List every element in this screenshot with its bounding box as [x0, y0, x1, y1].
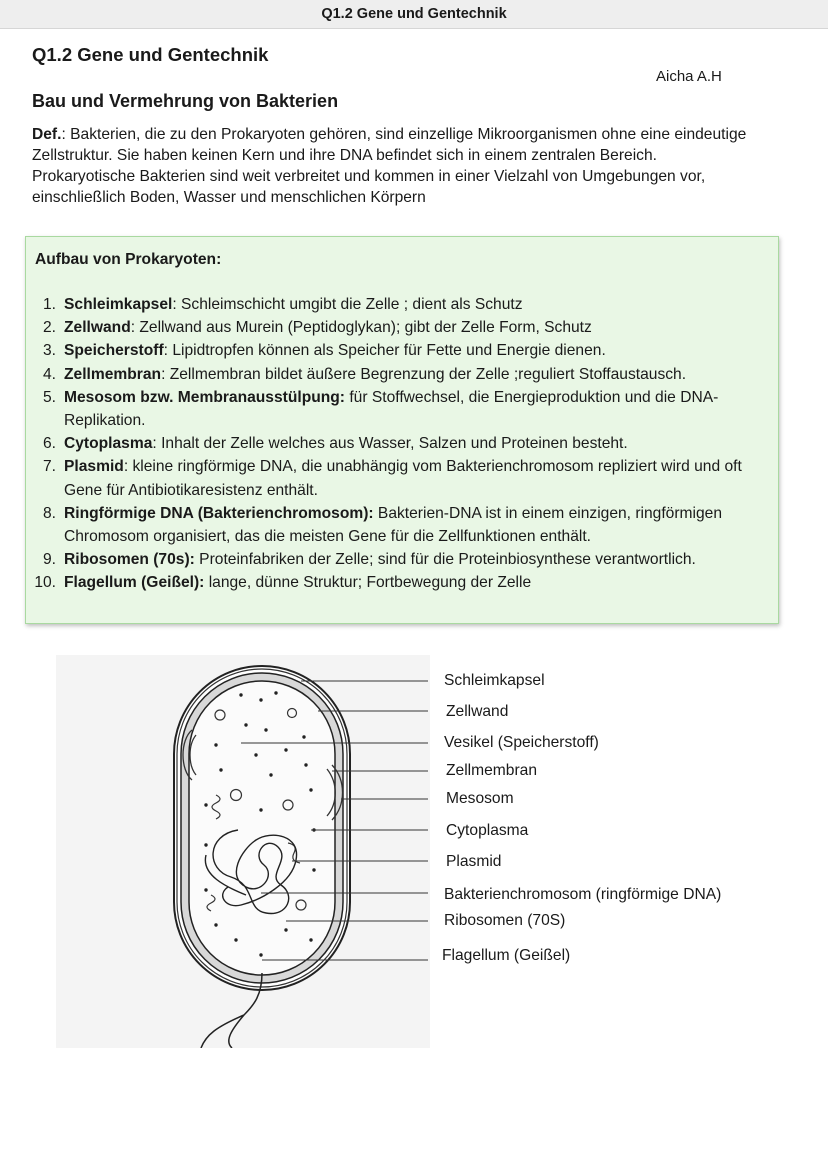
item-text: Proteinfabriken der Zelle; sind für die Proteinbiosynthese verantwortlich. — [194, 551, 696, 569]
item-text: : kleine ringförmige DNA, die unabhängig vom Bakterienchromosom repliziert wird und oft Gene für Antibiotikaresistenz enthält. — [64, 458, 742, 499]
author-name: Aicha A.H — [656, 68, 722, 85]
diagram-label: Zellmembran — [446, 762, 537, 779]
item-number: 2. — [42, 319, 56, 337]
item-text: : Zellwand aus Murein (Peptidoglykan); gibt der Zelle Form, Schutz — [130, 319, 592, 337]
definition-label: Def. — [32, 126, 62, 143]
item-text: : Lipidtropfen können als Speicher für Fette und Energie dienen. — [163, 342, 606, 360]
list-item — [31, 386, 779, 432]
item-term: Speicherstoff — [64, 342, 164, 360]
list-item — [31, 363, 779, 386]
item-term: Zellwand — [64, 319, 131, 337]
diagram-label: Plasmid — [446, 853, 502, 870]
structure-list — [31, 293, 779, 595]
item-term: Mesosom bzw. Membranausstülpung: — [64, 388, 345, 406]
bacterium-diagram — [56, 655, 430, 1048]
list-item — [31, 571, 779, 594]
section-title: Bau und Vermehrung von Bakterien — [32, 91, 339, 111]
item-text: : Schleimschicht umgibt die Zelle ; dient als Schutz — [172, 296, 523, 313]
prokaryote-structure-box — [25, 236, 779, 624]
item-text: lange, dünne Struktur; Fortbewegung der Zelle — [204, 574, 532, 592]
item-term: Flagellum (Geißel): — [64, 574, 205, 592]
list-item — [31, 548, 779, 571]
item-term: Ringförmige DNA (Bakterienchromosom): — [64, 504, 374, 522]
diagram-label: Mesosom — [446, 790, 514, 807]
item-number: 6. — [42, 435, 56, 453]
list-item — [31, 502, 779, 548]
list-item — [31, 455, 779, 501]
box-title: Aufbau von Prokaryoten: — [35, 251, 222, 268]
item-text: : Inhalt der Zelle welches aus Wasser, Salzen und Proteinen besteht. — [152, 435, 628, 453]
definition-text: : Bakterien, die zu den Prokaryoten gehören, sind einzellige Mikroorganismen ohne eine eindeutige Zellstruktur. Sie haben keinen Kern und ihre DNA befindet sich in einem zentralen Bereich. Prokaryotische Bakterien sind weit verbreitet und kommen in einer Vielzahl von Umgebungen vor, einschließlich Boden, Wasser und menschlichen Körpern — [32, 126, 747, 206]
diagram-label: Flagellum (Geißel) — [442, 947, 571, 964]
diagram-label: Schleimkapsel — [444, 672, 545, 689]
definition-paragraph — [32, 124, 762, 208]
item-number: 5. — [42, 388, 56, 406]
item-number: 8. — [42, 504, 56, 522]
item-number: 10. — [34, 574, 56, 592]
item-number: 7. — [42, 458, 56, 476]
diagram-label: Cytoplasma — [446, 822, 529, 839]
list-item — [31, 339, 779, 362]
item-number: 3. — [42, 342, 56, 360]
header-title: Q1.2 Gene und Gentechnik — [321, 6, 507, 22]
diagram-label: Ribosomen (70S) — [444, 912, 566, 929]
list-item — [31, 293, 779, 316]
item-term: Plasmid — [64, 458, 124, 476]
header-bar — [0, 0, 828, 29]
document-title: Q1.2 Gene und Gentechnik — [32, 44, 269, 65]
item-text: Bakterien-DNA ist in einem einzigen, ringförmigen Chromosom organisiert, das die meisten Gene für die Zellfunktionen enthält. — [64, 504, 723, 546]
item-number: 1. — [42, 296, 56, 313]
item-term: Zellmembran — [64, 365, 162, 383]
item-number: 9. — [42, 551, 56, 569]
diagram-label: Bakterienchromosom (ringförmige DNA) — [444, 886, 722, 903]
diagram-label: Vesikel (Speicherstoff) — [444, 734, 599, 751]
item-term: Ribosomen (70s): — [64, 551, 195, 569]
item-term: Cytoplasma — [64, 435, 153, 453]
item-text: : Zellmembran bildet äußere Begrenzung der Zelle ;reguliert Stoffaustausch. — [161, 365, 687, 383]
item-term: Schleimkapsel — [64, 296, 173, 313]
diagram-label: Zellwand — [446, 703, 509, 720]
item-text: für Stoffwechsel, die Energieproduktion und die DNA-Replikation. — [64, 388, 719, 430]
item-number: 4. — [42, 365, 56, 383]
list-item — [31, 432, 779, 455]
list-item — [31, 316, 779, 339]
